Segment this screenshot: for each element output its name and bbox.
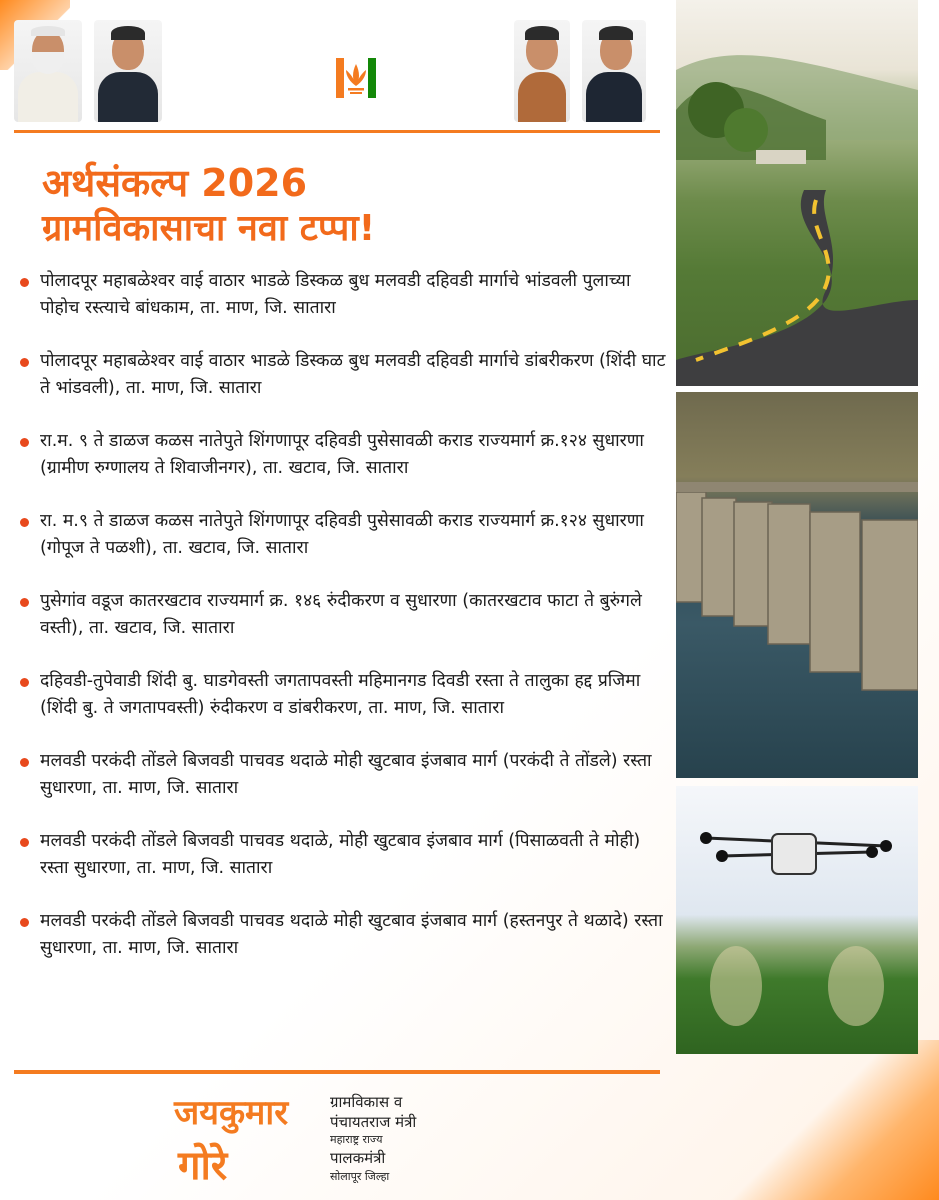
minister-role-line: ग्रामविकास व xyxy=(330,1093,403,1111)
bullet-icon xyxy=(20,598,29,607)
minister-name-first: जयकुमार xyxy=(174,1093,289,1133)
bullet-icon xyxy=(20,838,29,847)
bullet-icon xyxy=(20,758,29,767)
bullet-icon xyxy=(20,518,29,527)
list-item: रा.म. ९ ते डाळज कळस नातेपुते शिंगणापूर दहिवडी पुसेसावळी कराड राज्यमार्ग क्र.१२४ सुधारणा (ग्रामीण रुग्णालय ते शिवाजीनगर), ता. खटाव, जि. सातारा xyxy=(20,428,668,482)
list-item: मलवडी परकंदी तोंडले बिजवडी पाचवड थदाळे, मोही खुटबाव इंजबाव मार्ग (पिसाळवती ते मोही) रस्ता सुधारणा, ता. माण, जि. सातारा xyxy=(20,828,668,882)
road-photo xyxy=(676,0,918,386)
list-item: पुसेगांव वडूज कातरखटाव राज्यमार्ग क्र. १४६ रुंदीकरण व सुधारणा (कातरखटाव फाटा ते बुरुंगले वस्ती), ता. खटाव, जि. सातारा xyxy=(20,588,668,642)
list-item: पोलादपूर महाबळेश्वर वाई वाठार भाडळे डिस्कळ बुध मलवडी दहिवडी मार्गाचे डांबरीकरण (शिंदी घाट ते भांडवली), ता. माण, जि. सातारा xyxy=(20,348,668,402)
minister-role-line: महाराष्ट्र राज्य xyxy=(330,1133,383,1146)
portrait-4 xyxy=(582,20,646,122)
bullet-icon xyxy=(20,438,29,447)
bullet-icon xyxy=(20,278,29,287)
header-divider xyxy=(14,130,660,133)
minister-role-line: सोलापूर जिल्हा xyxy=(330,1170,390,1183)
corner-accent-bottom-right xyxy=(719,1040,939,1200)
list-item: पोलादपूर महाबळेश्वर वाई वाठार भाडळे डिस्कळ बुध मलवडी दहिवडी मार्गाचे भांडवली पुलाच्या पोहोच रस्त्याचे बांधकाम, ता. माण, जि. सातारा xyxy=(20,268,668,322)
drone-photo xyxy=(676,786,918,1054)
portrait-3 xyxy=(514,20,570,122)
list-item: रा. म.९ ते डाळज कळस नातेपुते शिंगणापूर दहिवडी पुसेसावळी कराड राज्यमार्ग क्र.१२४ सुधारणा (गोपूज ते पळशी), ता. खटाव, जि. सातारा xyxy=(20,508,668,562)
portrait-2 xyxy=(94,20,162,122)
portrait-1 xyxy=(14,20,82,122)
minister-name-last: गोरे xyxy=(178,1143,228,1189)
minister-role-line: पालकमंत्री xyxy=(330,1149,386,1167)
bullet-icon xyxy=(20,358,29,367)
list-item: मलवडी परकंदी तोंडले बिजवडी पाचवड थदाळे मोही खुटबाव इंजबाव मार्ग (हस्तनपुर ते थळादे) रस्ता सुधारणा, ता. माण, जि. सातारा xyxy=(20,908,668,962)
headline-budget: अर्थसंकल्प 2026 xyxy=(42,161,308,205)
bullet-icon xyxy=(20,918,29,927)
bullet-icon xyxy=(20,678,29,687)
footer-divider xyxy=(14,1070,660,1074)
minister-role-line: पंचायतराज मंत्री xyxy=(330,1113,417,1131)
bjp-lotus-logo-icon xyxy=(332,54,380,102)
dam-photo xyxy=(676,392,918,778)
list-item: मलवडी परकंदी तोंडले बिजवडी पाचवड थदाळे मोही खुटबाव इंजबाव मार्ग (परकंदी ते तोंडले) रस्ता सुधारणा, ता. माण, जि. सातारा xyxy=(20,748,668,802)
headline-rural-development: ग्रामविकासाचा नवा टप्पा! xyxy=(42,208,376,249)
project-list xyxy=(20,268,668,962)
list-item: दहिवडी-तुपेवाडी शिंदी बु. घाडगेवस्ती जगतापवस्ती महिमानगड दिवडी रस्ता ते तालुका हद्द प्रजिमा (शिंदी बु. ते जगतापवस्ती) रुंदीकरण व डांबरीकरण, ता. माण, जि. सातारा xyxy=(20,668,668,722)
